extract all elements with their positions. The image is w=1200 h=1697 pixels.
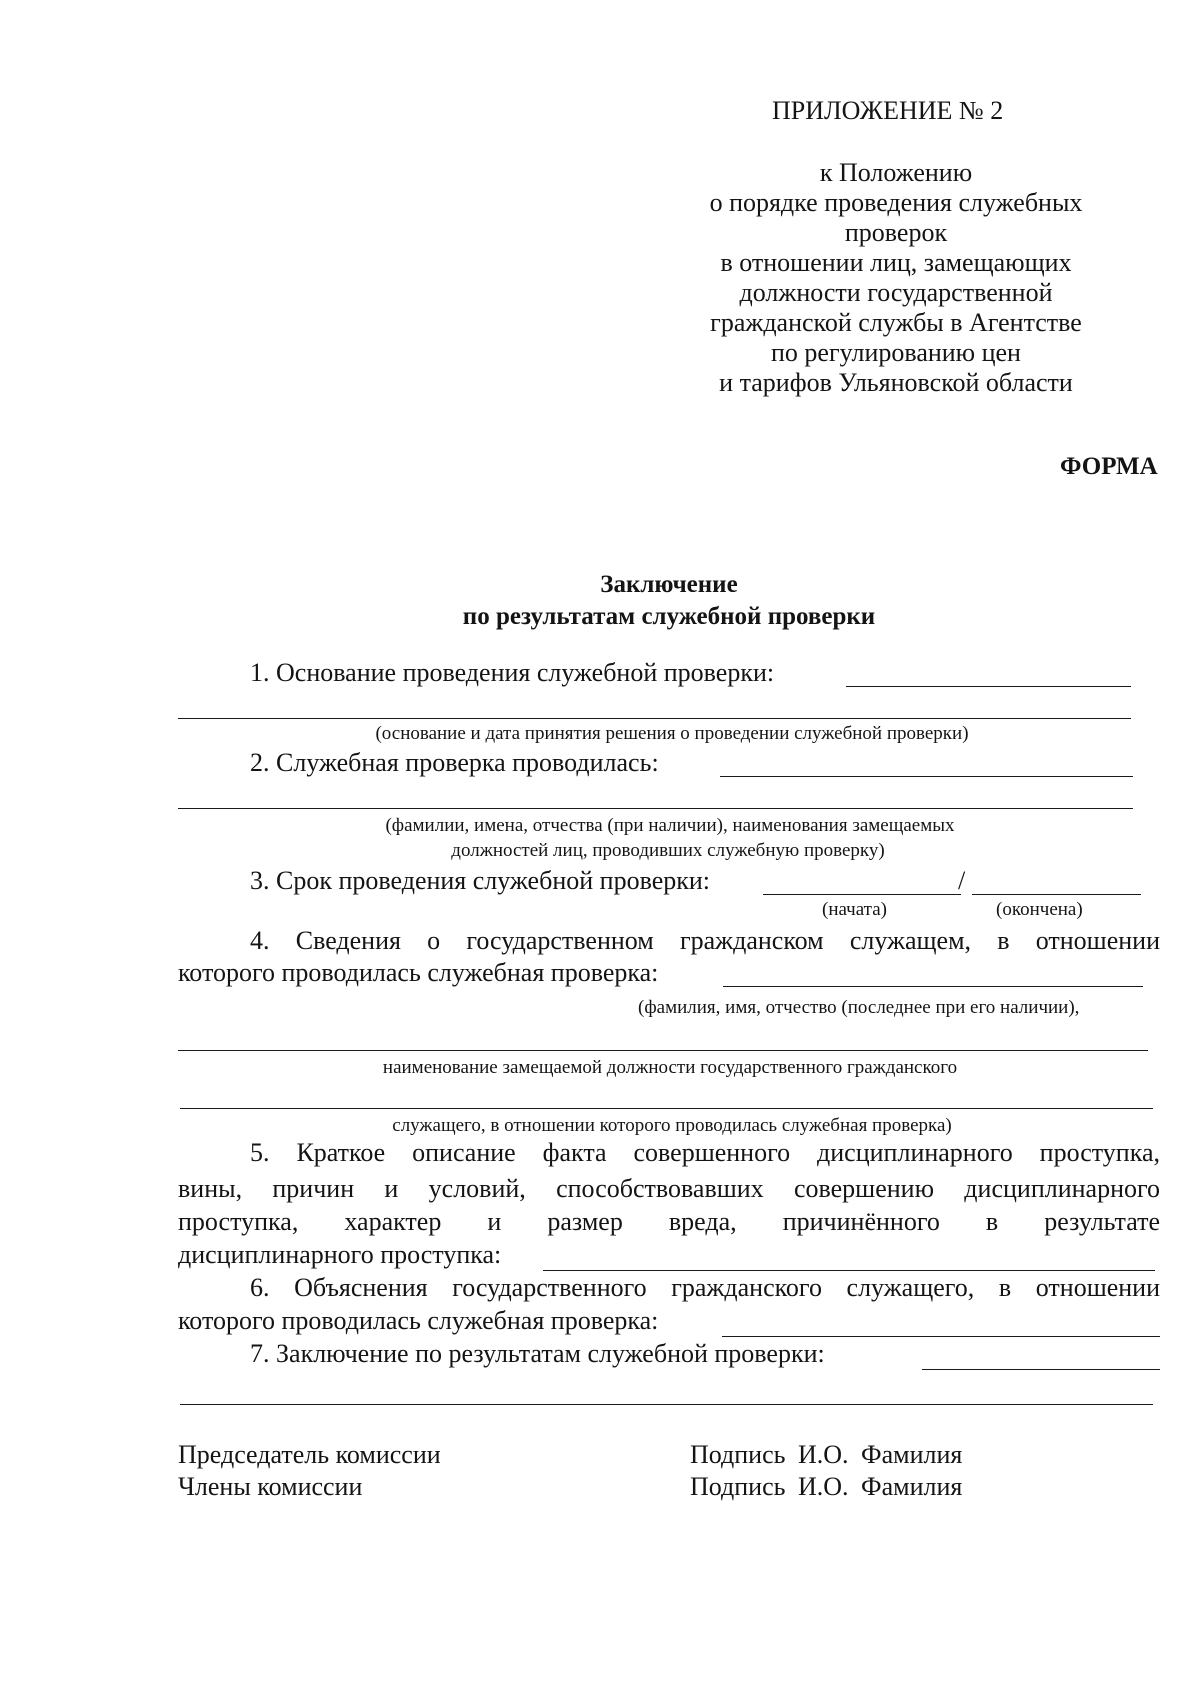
item7-label: 7. Заключение по результатам служебной проверки: [250, 1339, 825, 1368]
item6-fill-line[interactable] [722, 1336, 1160, 1337]
appendix-line: к Положению [819, 158, 973, 187]
appendix-line: в отношении лиц, замещающих [720, 248, 1072, 277]
item3-end-line[interactable] [972, 894, 1141, 895]
appendix-line: и тарифов Ульяновской области [719, 368, 1073, 397]
appendix-line: должности государственной [739, 278, 1053, 307]
document-heading: Заключение [600, 571, 738, 598]
item7-fill-line[interactable] [922, 1369, 1160, 1370]
item2-hint-2: должностей лиц, проводивших служебную проверку) [451, 840, 885, 861]
item2-fill-line[interactable] [720, 776, 1133, 777]
signature-line-chair: Подпись И.О. Фамилия [690, 1440, 963, 1469]
item5-line-1: 5. Краткое описание факта совершенного дисциплинарного проступка, [250, 1138, 1160, 1167]
item5-line-4: дисциплинарного проступка: [178, 1240, 502, 1269]
item3-ended-hint: (окончена) [996, 899, 1083, 920]
item4-fill-line-2[interactable] [178, 1050, 1148, 1051]
signature-line-members: Подпись И.О. Фамилия [690, 1472, 963, 1501]
item5-line-2: вины, причин и условий, способствовавших совершению дисциплинарного [178, 1174, 1160, 1203]
item5-line-3: проступка, характер и размер вреда, причинённого в результате [178, 1207, 1160, 1236]
item1-hint: (основание и дата принятия решения о проведении служебной проверки) [375, 723, 969, 744]
item3-started-hint: (начата) [822, 899, 887, 920]
appendix-title: ПРИЛОЖЕНИЕ № 2 [772, 96, 1004, 125]
appendix-line: гражданской службы в Агентстве [710, 308, 1082, 337]
item1-fill-line[interactable] [846, 686, 1131, 687]
signature-role-chair: Председатель комиссии [178, 1440, 441, 1469]
item7-fill-line-2[interactable] [180, 1404, 1153, 1405]
item2-label: 2. Служебная проверка проводилась: [250, 748, 659, 777]
item4-line-2: которого проводилась служебная проверка: [178, 958, 659, 987]
item4-hint-1: (фамилия, имя, отчество (последнее при его наличии), [638, 997, 1080, 1018]
item2-hint-1: (фамилии, имена, отчества (при наличии), наименования замещаемых [385, 815, 955, 836]
item6-line-2: которого проводилась служебная проверка: [178, 1306, 659, 1335]
item1-label: 1. Основание проведения служебной проверки: [250, 658, 775, 687]
item4-hint-2: наименование замещаемой должности государственного гражданского [382, 1057, 958, 1078]
item6-line-1: 6. Объяснения государственного гражданского служащего, в отношении [250, 1273, 1160, 1302]
appendix-line: о порядке проведения служебных [709, 188, 1083, 217]
item4-hint-3: служащего, в отношении которого проводилась служебная проверка) [392, 1115, 952, 1136]
item4-fill-line[interactable] [723, 986, 1143, 987]
appendix-line: по регулированию цен [771, 338, 1021, 367]
form-label: ФОРМА [1060, 453, 1158, 480]
item3-start-line[interactable] [763, 894, 961, 895]
item3-label: 3. Срок проведения служебной проверки: [250, 866, 711, 895]
document-subheading: по результатам служебной проверки [462, 603, 876, 630]
item4-line-1: 4. Сведения о государственном гражданском служащем, в отношении [250, 926, 1160, 955]
item5-fill-line[interactable] [543, 1270, 1155, 1271]
item2-fill-line-2[interactable] [178, 808, 1133, 809]
signature-role-members: Члены комиссии [178, 1472, 363, 1501]
item1-fill-line-2[interactable] [178, 718, 1131, 719]
item3-slash: / [958, 866, 966, 895]
appendix-line: проверок [844, 218, 948, 247]
item4-fill-line-3[interactable] [180, 1108, 1153, 1109]
